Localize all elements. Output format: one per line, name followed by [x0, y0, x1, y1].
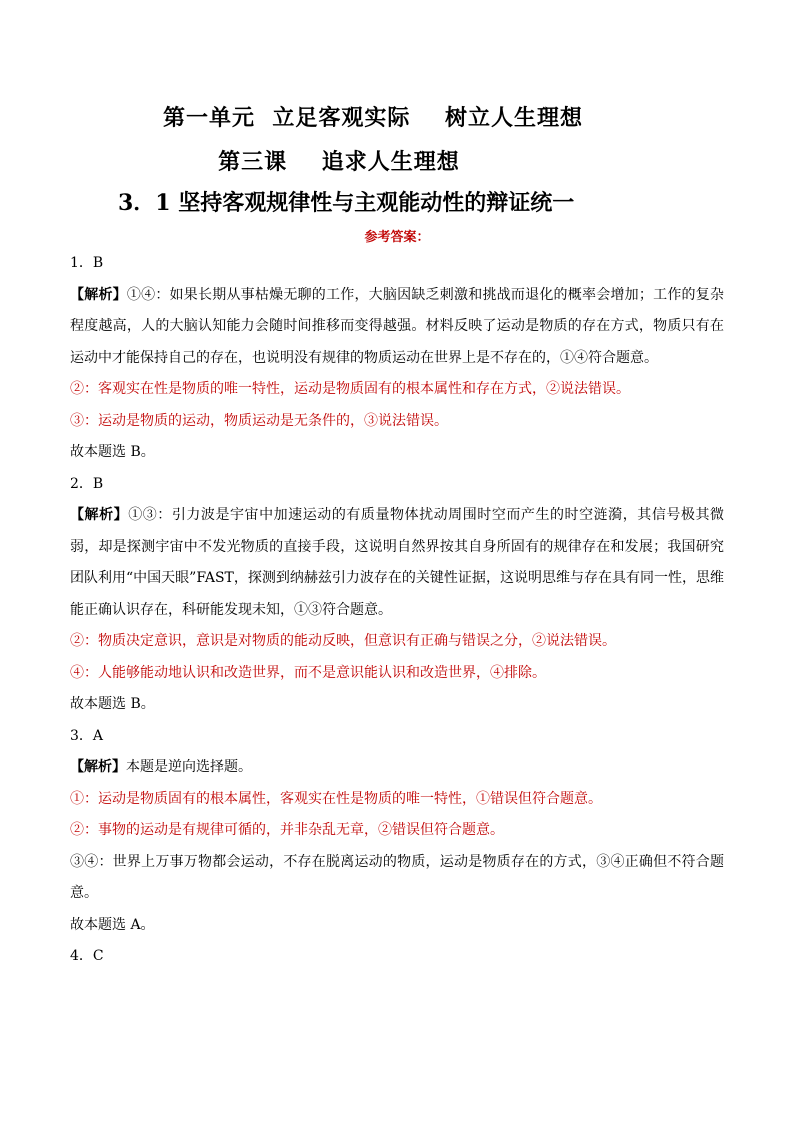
analysis-text: 本题是逆向选择题。	[126, 759, 252, 775]
question-3-analysis	[70, 752, 724, 784]
question-2-option-note: ②：物质决定意识，意识是对物质的能动反映，但意识有正确与错误之分，②说法错误。	[70, 633, 616, 649]
question-1-option-note: ③：运动是物质的运动，物质运动是无条件的，③说法错误。	[70, 412, 448, 429]
question-3-conclusion: 故本题选 A。	[70, 916, 155, 933]
answer-content	[70, 248, 724, 973]
lesson-title: 第三课 追求人生理想	[218, 149, 460, 175]
question-3-number: 3．A	[70, 727, 104, 744]
question-2-analysis	[70, 500, 724, 626]
question-1-number: 1．B	[70, 255, 104, 271]
question-1-option-note: ②：客观实在性是物质的唯一特性，运动是物质固有的根本属性和存在方式，②说法错误。	[70, 381, 630, 397]
section-title: 3．1 坚持客观规律性与主观能动性的辩证统一	[118, 190, 575, 216]
unit-title: 第一单元 立足客观实际 树立人生理想	[163, 105, 583, 131]
question-1-analysis	[70, 280, 724, 375]
analysis-label: 【解析】	[70, 507, 129, 523]
analysis-text: ①③：引力波是宇宙中加速运动的有质量物体扰动周围时空而产生的时空涟漪，其信号极其微弱，却是探测宇宙中不发光物质的直接手段，这说明自然界按其自身所固有的规律存在和发展；我国研究团队利用“中国天眼”FAST，探测到纳赫兹引力波存在的关键性证据，这说明思维与存在具有同一性，思维能正确认识存在，科研能发现未知，①③符合题意。	[70, 507, 725, 618]
analysis-label: 【解析】	[70, 759, 126, 775]
question-1-conclusion: 故本题选 B。	[70, 444, 155, 460]
question-3-option-note: ②：事物的运动是有规律可循的，并非杂乱无章，②错误但符合题意。	[70, 822, 504, 838]
question-4-number: 4．C	[70, 948, 104, 964]
answer-heading: 参考答案：	[364, 230, 430, 245]
question-2-conclusion: 故本题选 B。	[70, 696, 155, 712]
question-2-number: 2．B	[70, 475, 104, 492]
question-3-option-note: ①：运动是物质固有的根本属性，客观实在性是物质的唯一特性，①错误但符合题意。	[70, 790, 602, 807]
analysis-label: 【解析】	[70, 286, 127, 303]
analysis-text: ①④：如果长期从事枯燥无聊的工作，大脑因缺乏刺激和挑战而退化的概率会增加；工作的复杂程度越高，人的大脑认知能力会随时间推移而变得越强。材料反映了运动是物质的存在方式，物质只有在运动中才能保持自己的存在，也说明没有规律的物质运动在世界上是不存在的，①④符合题意。	[70, 286, 724, 366]
question-2-option-note: ④：人能够能动地认识和改造世界，而不是意识能认识和改造世界，④排除。	[70, 664, 546, 681]
question-3-extra: ③④：世界上万事万物都会运动，不存在脱离运动的物质，运动是物质存在的方式，③④正确但不符合题意。	[70, 853, 724, 901]
